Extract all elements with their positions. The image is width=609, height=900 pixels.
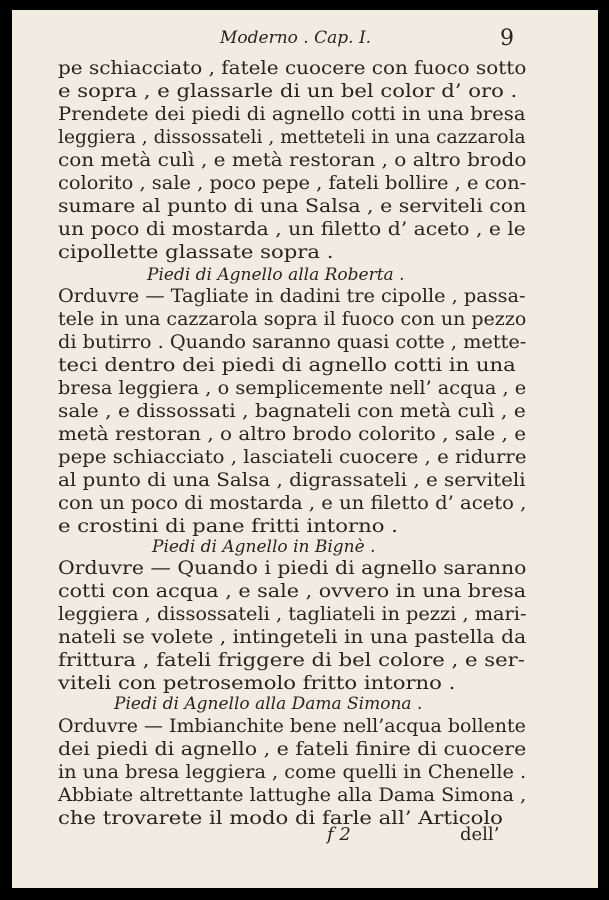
- text-line: in una bresa leggiera , come quelli in Chenelle .: [58, 762, 527, 783]
- text-line: dei piedi di agnello , e fateli finire di cuocere: [58, 739, 527, 760]
- text-line: al punto di una Salsa , digrassateli , e serviteli: [58, 470, 526, 491]
- text-line: metà restoran , o altro brodo colorito , sale , e: [58, 424, 527, 445]
- text-line: tele in una cazzarola sopra il fuoco con un pezzo: [58, 309, 527, 330]
- catchword: dell’: [460, 824, 500, 845]
- text-line: teci dentro dei piedi di agnello cotti in una: [58, 355, 516, 376]
- text-line: sale , e dissossati , bagnateli con metà culì , e: [58, 401, 526, 422]
- text-line: pepe schiacciato , lasciateli cuocere , e ridurre: [58, 447, 527, 468]
- text-line: Orduvre — Imbianchite bene nell’acqua bollente: [58, 716, 526, 737]
- text-line: Prendete dei piedi di agnello cotti in una bresa: [58, 104, 526, 125]
- text-line: con metà culì , e metà restoran , o altro brodo: [58, 150, 527, 171]
- text-line: nateli se volete , intingeteli in una pastella da: [58, 627, 527, 648]
- recipe-title: Piedi di Agnello alla Roberta .: [147, 265, 405, 285]
- text-line: Orduvre — Tagliate in dadini tre cipolle , passa-: [58, 286, 526, 307]
- recipe-title: Piedi di Agnello alla Dama Simona .: [114, 694, 423, 714]
- text-line: che trovarete il modo di farle all’ Articolo: [58, 808, 503, 829]
- text-line: Orduvre — Quando i piedi di agnello saranno: [58, 558, 527, 579]
- signature-mark: f 2: [327, 824, 351, 845]
- text-line: bresa leggiera , o semplicemente nell’ acqua , e: [58, 378, 527, 399]
- text-line: sumare al punto di una Salsa , e serviteli con: [58, 196, 527, 217]
- book-page: [12, 10, 598, 888]
- recipe-title: Piedi di Agnello in Bignè .: [152, 537, 376, 557]
- text-line: frittura , fateli friggere di bel colore , e ser-: [58, 650, 525, 671]
- running-title: Moderno . Cap. I.: [220, 28, 372, 48]
- text-line: cotti con acqua , e sale , ovvero in una bresa: [58, 581, 527, 602]
- text-line: viteli con petrosemolo fritto intorno .: [58, 673, 456, 694]
- text-line: pe schiacciato , fatele cuocere con fuoco sotto: [58, 58, 527, 79]
- page-number: 9: [500, 26, 514, 51]
- text-line: di butirro . Quando saranno quasi cotte , mette-: [58, 332, 527, 353]
- text-line: Abbiate altrettante lattughe alla Dama Simona ,: [58, 785, 527, 806]
- text-line: cipollette glassate sopra .: [58, 242, 334, 263]
- text-line: e crostini di pane fritti intorno .: [58, 516, 398, 537]
- text-line: colorito , sale , poco pepe , fateli bollire , e con-: [58, 173, 527, 194]
- text-line: leggiera , dissossateli , metteteli in una cazzarola: [58, 127, 526, 148]
- text-line: un poco di mostarda , un filetto d’ aceto , e le: [58, 219, 526, 240]
- text-line: con un poco di mostarda , e un filetto d’ aceto ,: [58, 493, 527, 514]
- text-line: e sopra , e glassarle di un bel color d’ oro .: [58, 81, 518, 102]
- text-line: leggiera , dissossateli , tagliateli in pezzi , mari-: [58, 604, 527, 625]
